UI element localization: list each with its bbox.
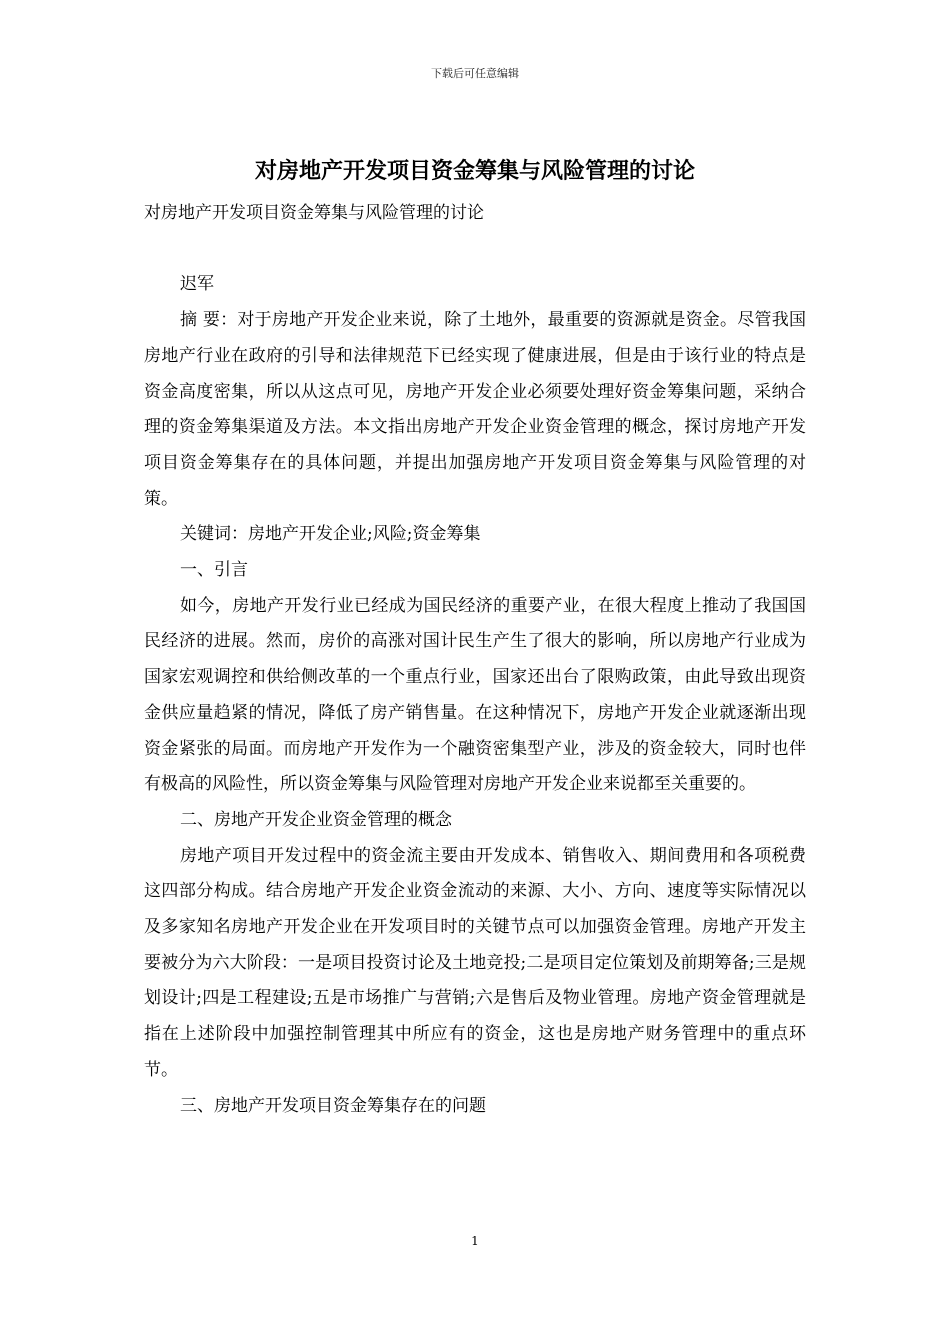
page-number: 1 bbox=[471, 1234, 479, 1248]
section-heading-problems: 三、房地产开发项目资金筹集存在的问题 bbox=[180, 1095, 486, 1116]
concept-paragraph: 房地产项目开发过程中的资金流主要由开发成本、销售收入、期间费用和各项税费这四部分构成。结合房地产开发企业资金流动的来源、大小、方向、速度等实际情况以及多家知名房地产开发企业在开发项目时的关键节点可以加强资金管理。房地产开发主要被分为六大阶段：一是项目投资讨论及土地竞投;二是项目定位策划及前期筹备;三是规划设计;四是工程建设;五是市场推广与营销;六是售后及物业管理。房地产资金管理就是指在上述阶段中加强控制管理其中所应有的资金，这也是房地产财务管理中的重点环节。 bbox=[144, 845, 806, 1080]
document-subtitle: 对房地产开发项目资金筹集与风险管理的讨论 bbox=[144, 203, 484, 223]
document-body bbox=[144, 196, 806, 1124]
document-title: 对房地产开发项目资金筹集与风险管理的讨论 bbox=[254, 158, 695, 184]
author-name: 迟军 bbox=[180, 274, 214, 295]
section-heading-concept: 二、房地产开发企业资金管理的概念 bbox=[180, 809, 452, 830]
abstract-paragraph: 摘 要：对于房地产开发企业来说，除了土地外，最重要的资源就是资金。尽管我国房地产行业在政府的引导和法律规范下已经实现了健康进展，但是由于该行业的特点是资金高度密集，所以从这点可见，房地产开发企业必须要处理好资金筹集问题，采纳合理的资金筹集渠道及方法。本文指出房地产开发企业资金管理的概念，探讨房地产开发项目资金筹集存在的具体问题，并提出加强房地产开发项目资金筹集与风险管理的对策。 bbox=[144, 310, 806, 509]
keywords-line: 关键词：房地产开发企业;风险;资金筹集 bbox=[180, 524, 481, 545]
introduction-paragraph: 如今，房地产开发行业已经成为国民经济的重要产业，在很大程度上推动了我国国民经济的进展。然而，房价的高涨对国计民生产生了很大的影响，所以房地产行业成为国家宏观调控和供给侧改革的一个重点行业，国家还出台了限购政策，由此导致出现资金供应量趋紧的情况，降低了房产销售量。在这种情况下，房地产开发企业就逐渐出现资金紧张的局面。而房地产开发作为一个融资密集型产业，涉及的资金较大，同时也伴有极高的风险性，所以资金筹集与风险管理对房地产开发企业来说都至关重要的。 bbox=[144, 595, 806, 795]
header-note: 下载后可任意编辑 bbox=[431, 67, 519, 80]
blank-line bbox=[144, 232, 806, 268]
section-heading-introduction: 一、引言 bbox=[180, 560, 248, 581]
